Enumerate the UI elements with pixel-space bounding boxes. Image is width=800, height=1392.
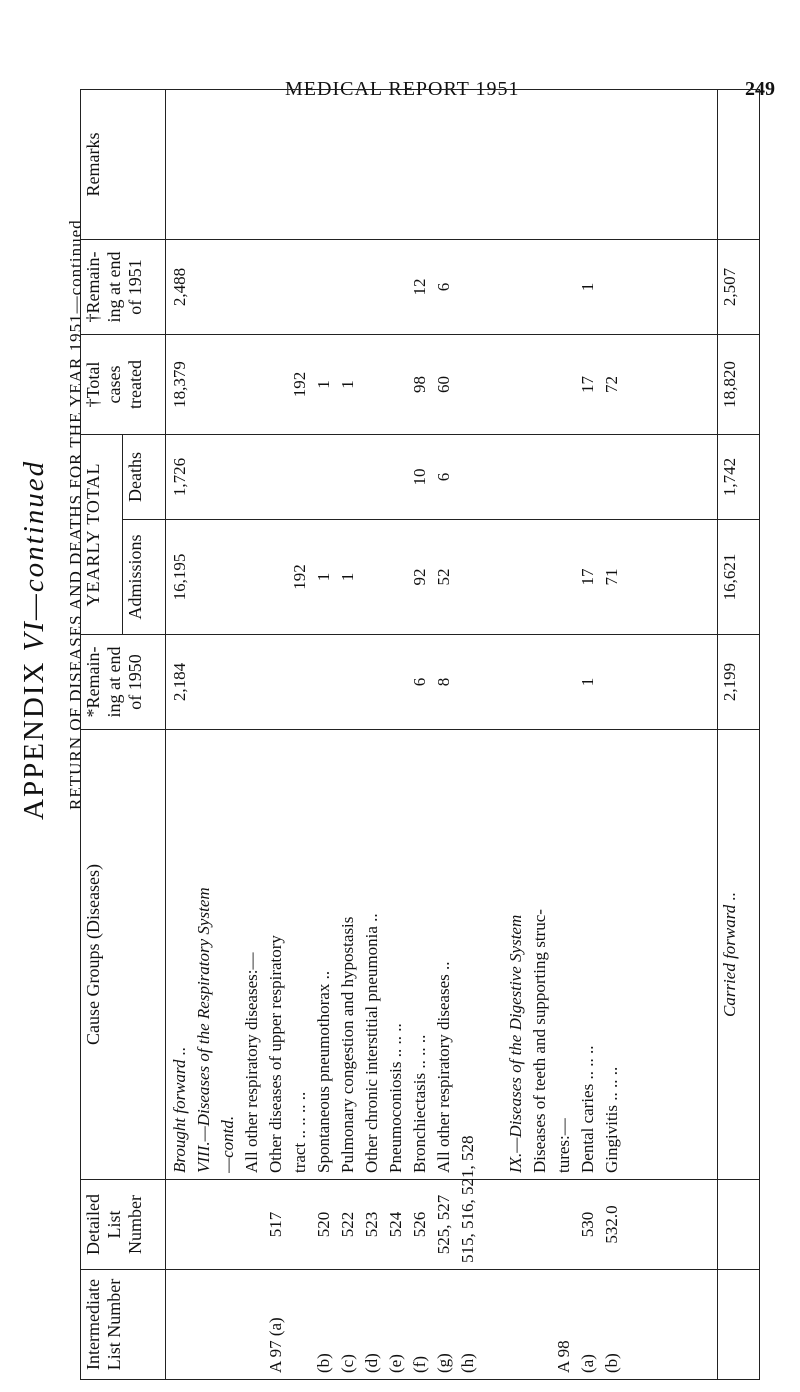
resp-row-cause: Pneumoconiosis .. .. .. — [385, 1023, 405, 1173]
dig-row-int: (b) — [601, 1353, 621, 1373]
resp-row-int: (e) — [385, 1354, 405, 1373]
resp-row-int: (c) — [337, 1354, 357, 1373]
resp-row-int: (d) — [361, 1353, 381, 1373]
resp-row-r50 — [264, 641, 288, 723]
dig-row-det: 530 — [577, 1211, 597, 1238]
resp-row-tot — [456, 341, 480, 428]
resp-row-det: 526 — [409, 1211, 429, 1238]
appendix-suffix: VI—continued — [18, 459, 50, 652]
resp-row-tot: 60 — [433, 375, 453, 393]
resp-row-cause: All other respiratory diseases .. — [433, 961, 453, 1173]
resp-row-r50: 6 — [409, 677, 429, 687]
intermediate-cell — [165, 1270, 717, 1380]
remaining-1950-cell — [165, 635, 717, 730]
resp-row-r51 — [264, 246, 288, 328]
disease-table-rotated — [80, 90, 760, 1380]
dig-row-tot — [552, 341, 576, 428]
remarks-cell — [165, 89, 717, 239]
dig-row-tot: 17 — [577, 375, 597, 393]
resp-row-dea — [288, 441, 312, 513]
carried-total-cases: 18,820 — [717, 334, 759, 434]
resp-row-det: 520 — [313, 1211, 333, 1238]
resp-row-r50 — [288, 641, 312, 723]
dig-row-r51 — [552, 246, 576, 328]
remaining-1951-cell — [165, 239, 717, 334]
resp-row-int — [288, 1276, 312, 1373]
resp-row-tot — [360, 341, 384, 428]
resp-row-cause: Bronchiectasis .. .. .. — [409, 1034, 429, 1173]
page-number: 249 — [745, 78, 775, 100]
resp-row-tot — [240, 341, 264, 428]
section-viii-contd: —contd. — [217, 1115, 237, 1173]
col-yearly-total: YEARLY TOTAL — [81, 434, 123, 634]
resp-row-det: 525, 527 — [433, 1194, 453, 1255]
col-remaining-1951: †Remain-ing at end of 1951 — [81, 239, 166, 334]
resp-row-tot: 1 — [313, 380, 333, 389]
brought-forward-r51: 2,488 — [169, 267, 189, 307]
col-remaining-1950: *Remain-ing at end of 1950 — [81, 635, 166, 730]
dig-row-tot — [528, 341, 552, 428]
resp-row-dea — [456, 441, 480, 513]
resp-row-adm — [360, 526, 384, 628]
resp-row-int: (h) — [457, 1353, 477, 1373]
dig-row-int: A 98 — [553, 1340, 573, 1373]
resp-row-int: (b) — [313, 1353, 333, 1373]
resp-row-cause: Other chronic interstitial pneumonia .. — [361, 913, 381, 1173]
resp-row-dea: 6 — [433, 472, 453, 482]
resp-row-dea: 10 — [409, 468, 429, 486]
resp-row-r51 — [312, 246, 336, 328]
resp-row-cause — [456, 736, 480, 1173]
appendix-title: APPENDIX VI—continued — [18, 459, 50, 820]
resp-row-int: A 97 (a) — [265, 1317, 285, 1373]
dig-row-r51 — [600, 246, 624, 328]
dig-row-cause: Diseases of teeth and supporting struc- — [529, 909, 549, 1173]
resp-row-det — [240, 1186, 264, 1263]
resp-row-det — [288, 1186, 312, 1263]
resp-row-adm: 1 — [337, 572, 357, 582]
col-total-cases: †Total cases treated — [81, 334, 166, 434]
carried-remaining-1950: 2,199 — [717, 635, 759, 730]
resp-row-r51 — [288, 246, 312, 328]
dig-row-int: (a) — [577, 1354, 597, 1373]
return-title: RETURN OF DISEASES AND DEATHS FOR THE YEAR 1951—continued — [66, 219, 85, 810]
carried-remaining-1951: 2,507 — [717, 239, 759, 334]
dig-row-r51 — [528, 246, 552, 328]
resp-row-adm — [264, 526, 288, 628]
disease-table — [80, 89, 760, 1380]
resp-row-int: (g) — [433, 1353, 453, 1373]
dig-row-adm — [552, 526, 576, 628]
resp-row-cause: Pulmonary congestion and hypostasis — [337, 916, 357, 1173]
brought-forward-tot: 18,379 — [169, 361, 189, 408]
resp-row-tot: 1 — [337, 380, 357, 389]
total-cases-cell — [165, 334, 717, 434]
dig-row-r50: 1 — [577, 677, 597, 687]
carried-admissions: 16,621 — [717, 520, 759, 635]
resp-row-int — [240, 1276, 264, 1373]
resp-row-adm — [240, 526, 264, 628]
brought-forward-r50: 2,184 — [169, 662, 189, 702]
resp-row-dea — [240, 441, 264, 513]
resp-row-adm: 92 — [409, 568, 429, 586]
section-ix-title: IX.—Diseases of the Digestive System — [505, 914, 525, 1173]
resp-row-r50 — [360, 641, 384, 723]
brought-forward-adm: 16,195 — [169, 553, 189, 601]
carried-deaths: 1,742 — [717, 434, 759, 519]
resp-row-r51 — [240, 246, 264, 328]
resp-row-det: 515, 516, 521, 528 — [457, 1135, 477, 1263]
resp-row-r51: 6 — [433, 282, 453, 292]
resp-row-r51 — [384, 246, 408, 328]
col-deaths: Deaths — [123, 434, 165, 519]
dig-row-tot: 72 — [601, 375, 621, 393]
resp-row-tot — [384, 341, 408, 428]
col-detailed: Detailed List Number — [81, 1180, 166, 1270]
dig-row-dea — [600, 441, 624, 513]
dig-row-int — [528, 1276, 552, 1373]
dig-row-adm: 17 — [577, 568, 597, 586]
resp-row-dea — [384, 441, 408, 513]
resp-row-det: 522 — [337, 1211, 357, 1238]
resp-row-tot — [264, 341, 288, 428]
resp-row-r51 — [360, 246, 384, 328]
dig-row-r50 — [600, 641, 624, 723]
brought-forward-label: Brought forward .. — [169, 1046, 189, 1173]
dig-row-det — [528, 1186, 552, 1263]
dig-row-cause: Gingivitis .. .. .. — [601, 1066, 621, 1173]
resp-row-r50 — [384, 641, 408, 723]
dig-row-dea — [552, 441, 576, 513]
resp-row-tot: 192 — [289, 371, 309, 398]
resp-row-tot: 98 — [409, 375, 429, 393]
dig-row-r50 — [552, 641, 576, 723]
report-title: MEDICAL REPORT 1951 — [285, 78, 520, 100]
resp-row-r50 — [312, 641, 336, 723]
resp-row-adm: 52 — [433, 568, 453, 586]
resp-row-r51: 12 — [409, 278, 429, 296]
deaths-cell — [165, 434, 717, 519]
dig-row-cause: Dental caries .. .. .. — [577, 1045, 597, 1173]
resp-row-cause: Other diseases of upper respiratory — [265, 935, 285, 1173]
resp-row-det: 523 — [361, 1211, 381, 1238]
resp-row-det: 517 — [265, 1211, 285, 1238]
resp-row-det: 524 — [385, 1211, 405, 1238]
dig-row-cause: tures:— — [553, 1118, 573, 1173]
resp-row-cause: Spontaneous pneumothorax .. — [313, 970, 333, 1173]
resp-row-dea — [312, 441, 336, 513]
resp-row-adm: 1 — [313, 572, 333, 582]
resp-row-int: (f) — [409, 1356, 429, 1373]
resp-row-r50 — [456, 641, 480, 723]
resp-row-r50 — [240, 641, 264, 723]
resp-row-cause: All other respiratory diseases:— — [241, 952, 261, 1173]
dig-row-r50 — [528, 641, 552, 723]
resp-row-dea — [360, 441, 384, 513]
resp-row-r51 — [336, 246, 360, 328]
resp-row-adm — [384, 526, 408, 628]
cause-cell — [165, 730, 717, 1180]
col-intermediate: Intermediate List Number — [81, 1270, 166, 1380]
resp-row-dea — [336, 441, 360, 513]
dig-row-r51: 1 — [577, 282, 597, 292]
carried-forward-label: Carried forward .. — [717, 730, 759, 1180]
col-remarks: Remarks — [81, 89, 166, 239]
col-cause: Cause Groups (Diseases) — [81, 730, 166, 1180]
dig-row-det: 532.0 — [601, 1205, 621, 1244]
dig-row-adm: 71 — [601, 568, 621, 586]
col-admissions: Admissions — [123, 520, 165, 635]
resp-row-r51 — [456, 246, 480, 328]
resp-row-adm: 192 — [289, 564, 309, 590]
resp-row-r50: 8 — [433, 677, 453, 687]
dig-row-dea — [528, 441, 552, 513]
section-viii-title: VIII.—Diseases of the Respiratory System — [193, 887, 213, 1173]
admissions-cell — [165, 520, 717, 635]
resp-row-cause: tract .. .. .. .. — [289, 1091, 309, 1173]
resp-row-adm — [456, 526, 480, 628]
dig-row-dea — [576, 441, 600, 513]
dig-row-det — [552, 1186, 576, 1263]
dig-row-adm — [528, 526, 552, 628]
resp-row-r50 — [336, 641, 360, 723]
resp-row-dea — [264, 441, 288, 513]
brought-forward-dea: 1,726 — [169, 457, 189, 497]
